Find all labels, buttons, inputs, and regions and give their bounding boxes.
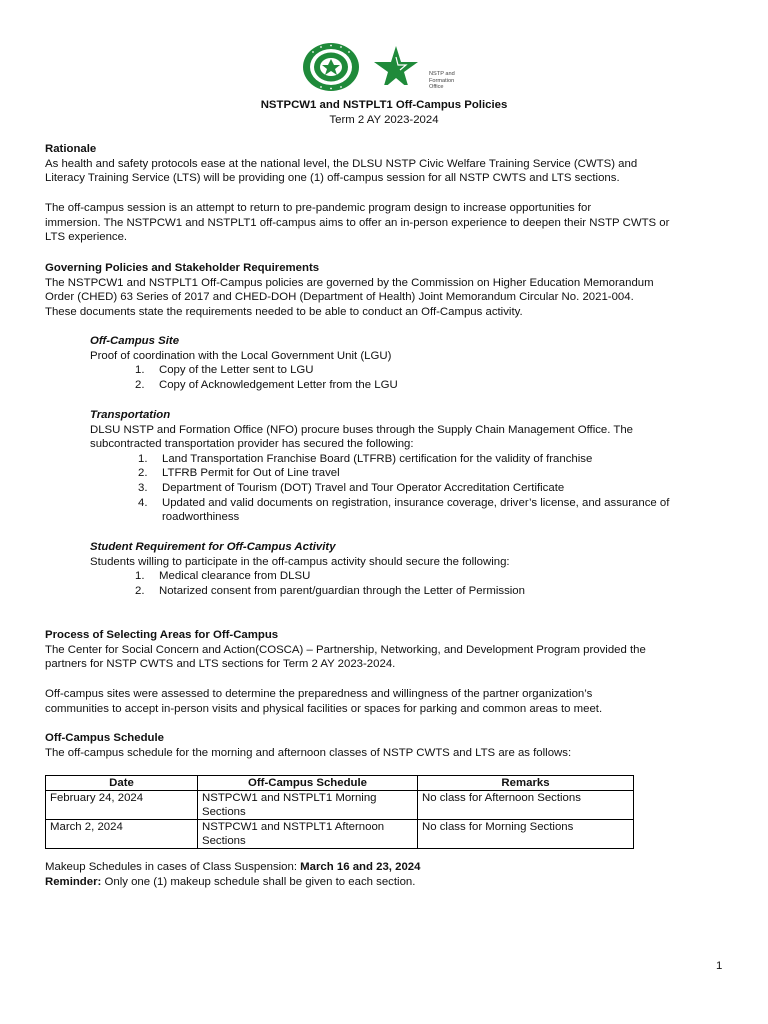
table-row bbox=[46, 791, 634, 820]
column-header-remarks: Remarks bbox=[418, 776, 634, 791]
governing-line: These documents state the requirements needed to be able to conduct an Off-Campus activity. bbox=[45, 305, 523, 318]
transport-list bbox=[138, 452, 730, 525]
student-requirement-list bbox=[135, 569, 730, 598]
process-line: The Center for Social Concern and Action(COSCA) – Partnership, Networking, and Development Program provided the bbox=[45, 643, 646, 656]
list-item: 1. Medical clearance from DLSU bbox=[135, 570, 311, 583]
rationale-line: LTS experience. bbox=[45, 231, 128, 244]
governing-line: The NSTPCW1 and NSTPLT1 Off-Campus policies are governed by the Commission on Higher Education Memorandum bbox=[45, 276, 654, 289]
document-title: NSTPCW1 and NSTPLT1 Off-Campus Policies bbox=[260, 99, 508, 111]
rationale-line: As health and safety protocols ease at the national level, the DLSU NSTP Civic Welfare Training Service (CWTS) and bbox=[45, 157, 638, 170]
transport-intro-line: DLSU NSTP and Formation Office (NFO) procure buses through the Supply Chain Management Office. The bbox=[90, 423, 634, 436]
rationale-section bbox=[45, 142, 725, 186]
governing-heading: Governing Policies and Stakeholder Requirements bbox=[45, 262, 320, 274]
site-heading: Off-Campus Site bbox=[90, 335, 180, 347]
schedule-cell: NSTPCW1 and NSTPLT1 Afternoon Sections bbox=[198, 820, 418, 849]
table-row bbox=[46, 820, 634, 849]
process-line: communities to accept in-person visits and physical facilities or spaces for parking and common areas to meet. bbox=[45, 702, 603, 715]
list-item: 2. LTFRB Permit for Out of Line travel bbox=[138, 467, 340, 480]
rationale-line: Literacy Training Service (LTS) will be providing one (1) off-campus session for all NSTP CWTS and LTS sections. bbox=[45, 172, 620, 185]
list-item: 3. Department of Tourism (DOT) Travel and Tour Operator Accreditation Certificate bbox=[138, 481, 565, 494]
schedule-table bbox=[45, 775, 634, 849]
schedule-heading: Off-Campus Schedule bbox=[45, 732, 164, 744]
list-item: 2. Notarized consent from parent/guardian through the Letter of Permission bbox=[135, 584, 525, 597]
student-requirement-section bbox=[90, 540, 730, 598]
process-section bbox=[45, 628, 725, 672]
governing-line: Order (CHED) 63 Series of 2017 and CHED-DOH (Department of Health) Joint Memorandum Circular No. 2021-004. bbox=[45, 291, 634, 304]
list-item: 1. Land Transportation Franchise Board (LTFRB) certification for the validity of franchise bbox=[138, 452, 593, 465]
list-item: 2. Copy of Acknowledgement Letter from the LGU bbox=[135, 378, 398, 391]
process-heading: Process of Selecting Areas for Off-Campus bbox=[45, 629, 279, 641]
site-list bbox=[135, 363, 730, 392]
transport-section bbox=[90, 408, 730, 525]
transport-intro-line: subcontracted transportation provider has secured the following: bbox=[90, 438, 414, 451]
document-subtitle: Term 2 AY 2023-2024 bbox=[329, 114, 439, 126]
reminder-line: Reminder: Only one (1) makeup schedule shall be given to each section. bbox=[45, 875, 416, 888]
remarks-cell: No class for Afternoon Sections bbox=[418, 791, 634, 820]
nstp-office-label: NSTP and Formation Office bbox=[429, 71, 455, 91]
page-number: 1 bbox=[716, 960, 723, 972]
transport-heading: Transportation bbox=[90, 409, 171, 421]
process-paragraph-2 bbox=[45, 687, 725, 716]
process-line: Off-campus sites were assessed to determine the preparedness and willingness of the partner organization’s bbox=[45, 688, 593, 700]
dlsu-seal-icon bbox=[302, 42, 360, 92]
list-item: 4. Updated and valid documents on registration, insurance coverage, driver’s license, and assurance of roadworthiness bbox=[138, 496, 670, 524]
column-header-date: Date bbox=[46, 776, 198, 791]
column-header-schedule: Off-Campus Schedule bbox=[198, 776, 418, 791]
schedule-section bbox=[45, 731, 725, 760]
rationale-heading: Rationale bbox=[45, 143, 97, 155]
remarks-cell: No class for Morning Sections bbox=[418, 820, 634, 849]
list-item: 1. Copy of the Letter sent to LGU bbox=[135, 364, 314, 377]
student-affairs-star-icon bbox=[372, 45, 420, 91]
makeup-section bbox=[45, 860, 725, 889]
table-header-row bbox=[46, 776, 634, 791]
student-requirement-heading: Student Requirement for Off-Campus Activity bbox=[90, 541, 336, 553]
site-intro: Proof of coordination with the Local Government Unit (LGU) bbox=[90, 349, 392, 362]
process-line: partners for NSTP CWTS and LTS sections for Term 2 AY 2023-2024. bbox=[45, 658, 396, 671]
date-cell: February 24, 2024 bbox=[46, 791, 198, 820]
schedule-cell: NSTPCW1 and NSTPLT1 Morning Sections bbox=[198, 791, 418, 820]
rationale-line: The off-campus session is an attempt to return to pre-pandemic program design to increase opportunities for bbox=[45, 202, 592, 214]
schedule-intro: The off-campus schedule for the morning and afternoon classes of NSTP CWTS and LTS are as follows: bbox=[45, 746, 572, 759]
governing-section bbox=[45, 261, 725, 319]
rationale-paragraph-2 bbox=[45, 201, 725, 245]
makeup-schedule-line: Makeup Schedules in cases of Class Suspension: March 16 and 23, 2024 bbox=[45, 861, 421, 873]
date-cell: March 2, 2024 bbox=[46, 820, 198, 849]
rationale-line: immersion. The NSTPCW1 and NSTPLT1 off-campus aims to offer an in-person experience to deepen their NSTP CWTS or bbox=[45, 216, 670, 229]
site-section bbox=[90, 334, 730, 392]
student-requirement-intro: Students willing to participate in the off-campus activity should secure the following: bbox=[90, 555, 510, 568]
